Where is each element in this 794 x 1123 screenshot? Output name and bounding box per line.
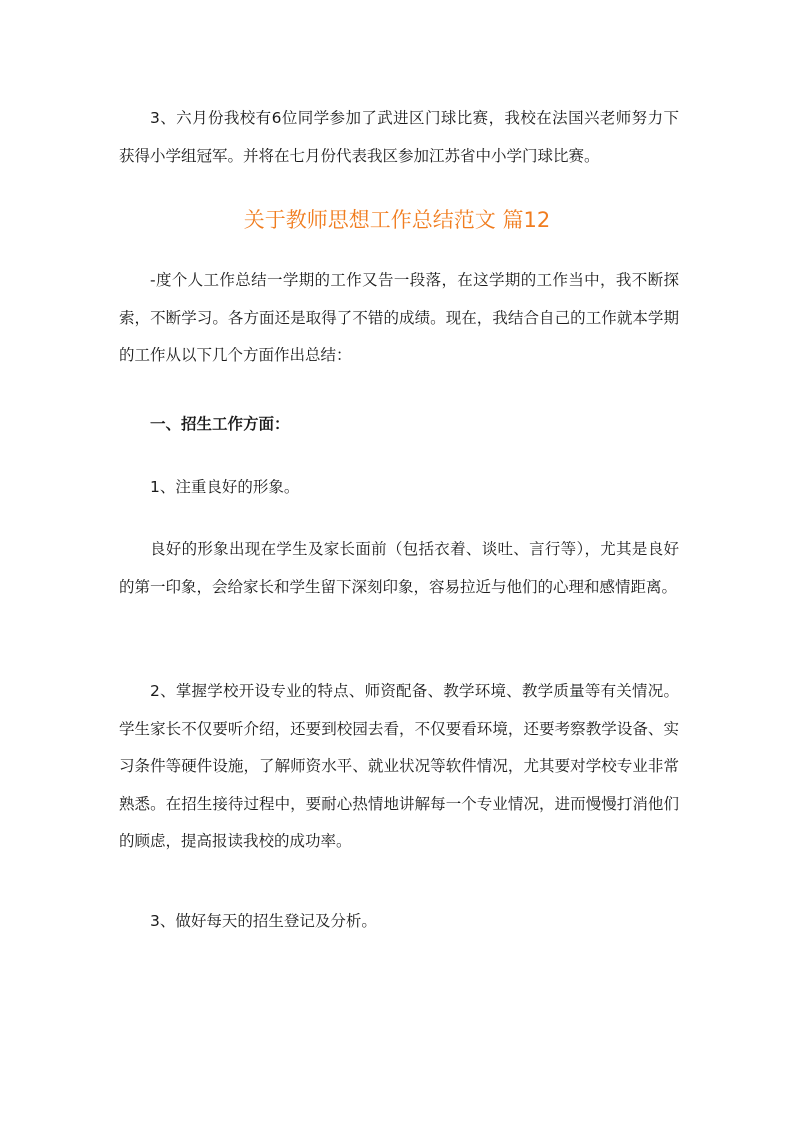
list-item-registration: 3、做好每天的招生登记及分析。 xyxy=(150,912,377,930)
list-item-knowledge: 2、掌握学校开设专业的特点、师资配备、教学环境、教学质量等有关情况。学生家长不仅要听介绍，还要到校园去看，不仅要看环境，还要考察教学设备、实习条件等硬件设施，了解师资水平、就业状况等软件情况，尤其要对学校专业非常熟悉。在招生接待过程中，要耐心热情地讲解每一个专业情况，进而慢慢打消他们的顾虑，提高报读我校的成功率。 xyxy=(119,682,679,850)
subheading-enrollment: 一、招生工作方面： xyxy=(150,415,290,433)
section-heading: 关于教师思想工作总结范文 篇12 xyxy=(243,208,551,232)
paragraph-image-detail: 良好的形象出现在学生及家长面前（包括衣着、谈吐、言行等），尤其是良好的第一印象，会给家长和学生留下深刻印象，容易拉近与他们的心理和感情距离。 xyxy=(119,540,679,596)
paragraph-intro-result: 3、六月份我校有6位同学参加了武进区门球比赛，我校在法国兴老师努力下获得小学组冠军。并将在七月份代表我区参加江苏省中小学门球比赛。 xyxy=(119,109,679,165)
paragraph-summary-intro: -度个人工作总结一学期的工作又告一段落，在这学期的工作当中，我不断探索，不断学习。各方面还是取得了不错的成绩。现在，我结合自己的工作就本学期的工作从以下几个方面作出总结： xyxy=(119,271,679,364)
list-item-image: 1、注重良好的形象。 xyxy=(150,478,300,496)
